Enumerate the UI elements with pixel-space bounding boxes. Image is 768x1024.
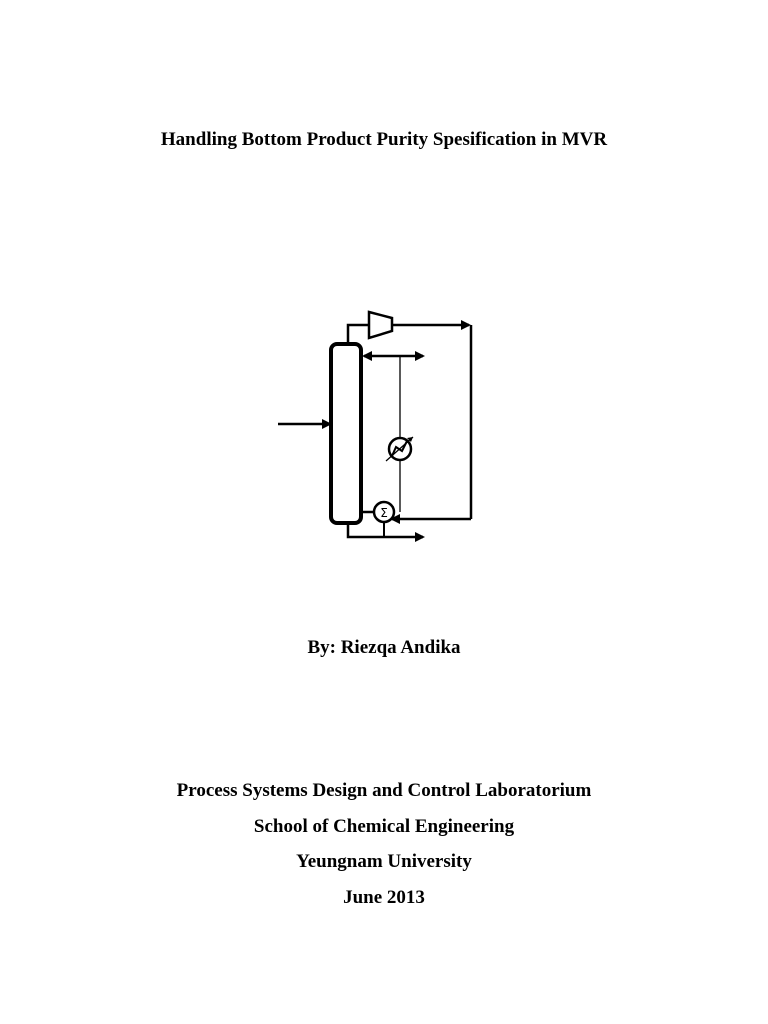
document-title: Handling Bottom Product Purity Spesification in MVR: [160, 129, 608, 150]
affiliation-university: Yeungnam University: [296, 851, 472, 872]
mixer-summer-icon: [374, 502, 394, 522]
distillation-column-icon: [331, 344, 361, 523]
compressor-icon: [369, 312, 392, 338]
affiliation-laboratory: Process Systems Design and Control Laboratorium: [176, 780, 592, 801]
summer-symbol: Σ: [380, 506, 388, 520]
bottoms-product-line: [348, 523, 423, 537]
affiliation-school: School of Chemical Engineering: [253, 816, 515, 837]
heat-exchanger-icon: [386, 437, 413, 461]
overhead-vapor-line: [348, 325, 369, 344]
author-line: By: Riezqa Andika: [307, 637, 461, 658]
document-date: June 2013: [343, 887, 425, 908]
